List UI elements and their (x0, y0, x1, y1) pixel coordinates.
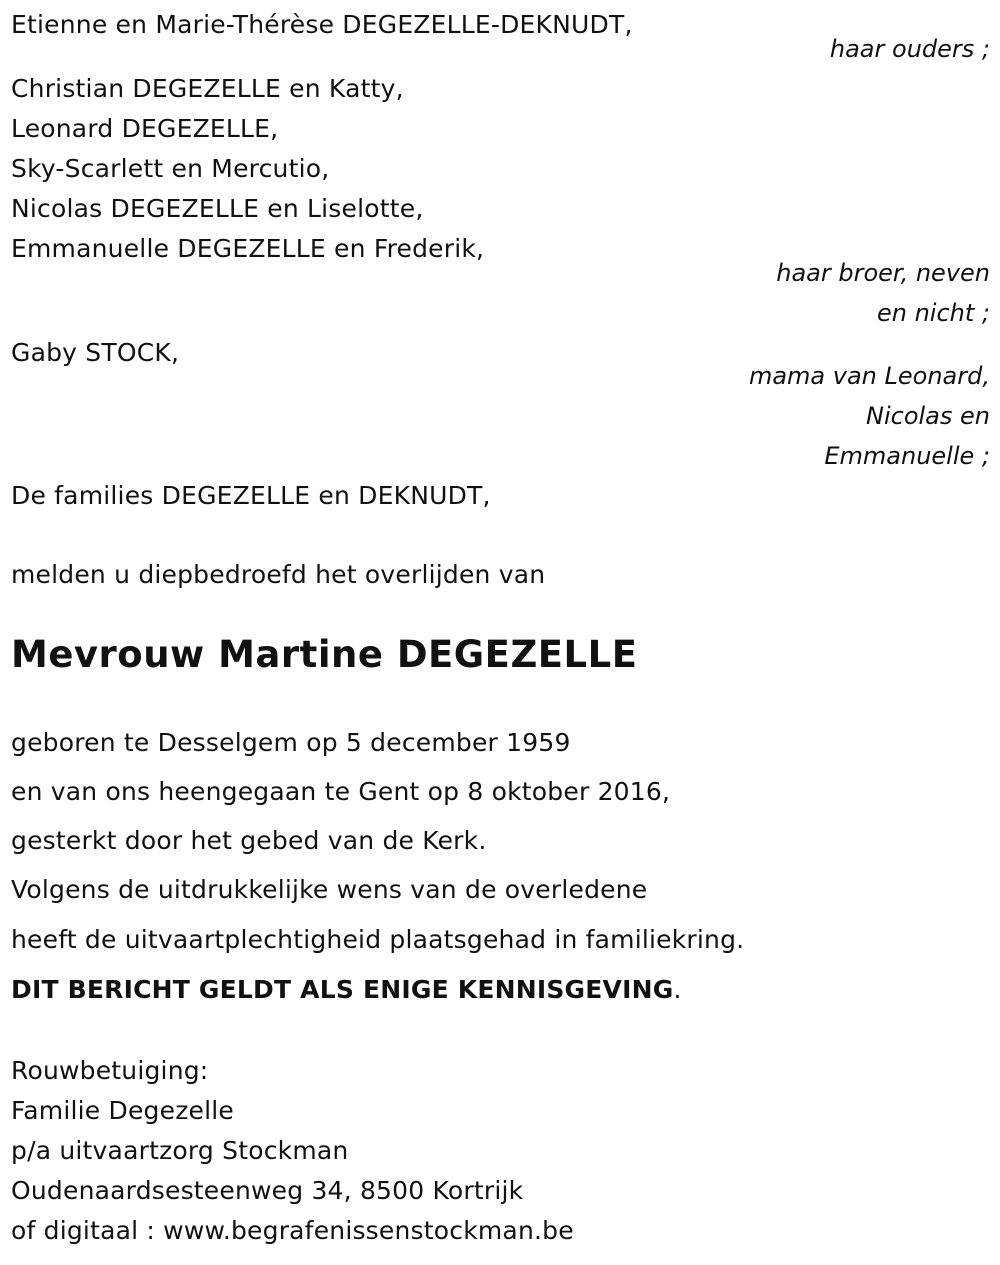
detail-line: Volgens de uitdrukkelijke wens van de overledene (11, 875, 648, 904)
families-line: De families DEGEZELLE en DEKNUDT, (11, 481, 491, 510)
notice-line (11, 975, 682, 1005)
detail-line: heeft de uitvaartplechtigheid plaatsgehad in familiekring. (11, 925, 745, 954)
condolence-line: Familie Degezelle (11, 1096, 234, 1125)
stock-line: Gaby STOCK, (11, 338, 180, 367)
notice-end: . (673, 975, 682, 1004)
stock-relation-line: Emmanuelle ; (824, 442, 990, 470)
sibling-line: Emmanuelle DEGEZELLE en Frederik, (11, 234, 485, 263)
sibling-line: Christian DEGEZELLE en Katty, (11, 74, 404, 103)
notice-bold: DIT BERICHT GELDT ALS ENIGE KENNISGEVING (11, 975, 674, 1004)
sibling-line: Sky-Scarlett en Mercutio, (11, 154, 330, 183)
condolence-label: Rouwbetuiging: (11, 1056, 209, 1085)
parents-relation: haar ouders ; (829, 35, 990, 63)
condolence-line: of digitaal : www.begrafenissenstockman.be (11, 1216, 574, 1245)
parents-line: Etienne en Marie-Thérèse DEGEZELLE-DEKNUDT, (11, 10, 633, 39)
stock-relation-line: Nicolas en (866, 402, 990, 430)
stock-relation-line: mama van Leonard, (748, 362, 990, 390)
sibling-line: Leonard DEGEZELLE, (11, 114, 279, 143)
deceased-name: Mevrouw Martine DEGEZELLE (11, 633, 638, 676)
condolence-line: Oudenaardsesteenweg 34, 8500 Kortrijk (11, 1176, 524, 1205)
siblings-relation-line: haar broer, neven (776, 259, 990, 287)
detail-line: gesterkt door het gebed van de Kerk. (11, 826, 487, 855)
siblings-relation-line: en nicht ; (876, 299, 990, 327)
detail-line: en van ons heengegaan te Gent op 8 oktober 2016, (11, 777, 671, 806)
condolence-line: p/a uitvaartzorg Stockman (11, 1136, 349, 1165)
sibling-line: Nicolas DEGEZELLE en Liselotte, (11, 194, 424, 223)
intro-line: melden u diepbedroefd het overlijden van (11, 560, 546, 589)
detail-line: geboren te Desselgem op 5 december 1959 (11, 728, 571, 757)
